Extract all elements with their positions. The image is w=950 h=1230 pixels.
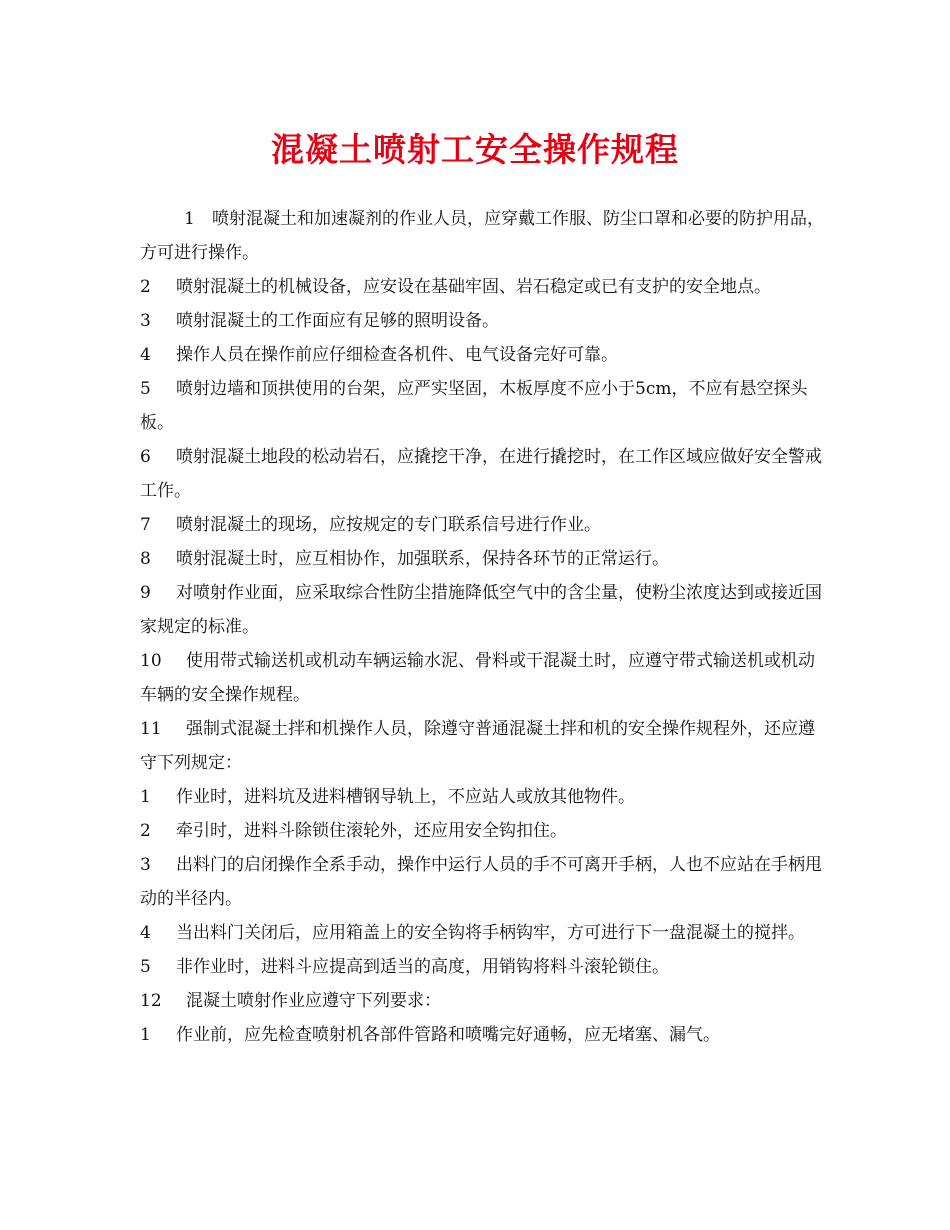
clause-text: 对喷射作业面，应采取综合性防尘措施降低空气中的含尘量，使粉尘浓度达到或接近国家规定的标准。 (140, 583, 822, 637)
clause-text: 喷射混凝土的工作面应有足够的照明设备。 (176, 311, 499, 331)
clause-number: 10 (140, 651, 162, 671)
clause-7 (140, 508, 830, 542)
clause-number: 4 (140, 923, 151, 943)
clause-number: 12 (140, 991, 162, 1011)
clause-text: 当出料门关闭后，应用箱盖上的安全钩将手柄钩牢，方可进行下一盘混凝土的搅拌。 (176, 923, 805, 943)
clause-5 (140, 372, 830, 440)
clause-8 (140, 542, 830, 576)
clause-number: 4 (140, 345, 151, 365)
clause-text: 操作人员在操作前应仔细检查各机件、电气设备完好可靠。 (176, 345, 618, 365)
clause-text: 作业时，进料坑及进料槽钢导轨上，不应站人或放其他物件。 (176, 787, 635, 807)
clause-11-item-5 (140, 950, 830, 984)
clause-number: 7 (140, 515, 151, 535)
clause-11-item-1 (140, 780, 830, 814)
clause-10 (140, 644, 830, 712)
clause-11-item-4 (140, 916, 830, 950)
clause-number: 8 (140, 549, 151, 569)
clause-12 (140, 984, 830, 1018)
clause-text: 强制式混凝土拌和机操作人员，除遵守普通混凝土拌和机的安全操作规程外，还应遵守下列规定： (140, 719, 815, 773)
clause-number: 3 (140, 311, 151, 331)
clause-text: 混凝土喷射作业应遵守下列要求： (186, 991, 441, 1011)
clause-text: 使用带式输送机或机动车辆运输水泥、骨料或干混凝土时，应遵守带式输送机或机动车辆的安全操作规程。 (140, 651, 815, 705)
clause-2 (140, 270, 830, 304)
clause-number: 5 (140, 379, 151, 399)
clause-number: 9 (140, 583, 151, 603)
clause-text: 喷射混凝土的机械设备，应安设在基础牢固、岩石稳定或已有支护的安全地点。 (176, 277, 771, 297)
clause-text: 非作业时，进料斗应提高到适当的高度，用销钩将料斗滚轮锁住。 (176, 957, 669, 977)
clause-number: 2 (140, 821, 151, 841)
clause-text: 喷射混凝土和加速凝剂的作业人员，应穿戴工作服、防尘口罩和必要的防护用品，方可进行操作。 (140, 209, 824, 263)
clause-11 (140, 712, 830, 780)
clause-text: 出料门的启闭操作全系手动，操作中运行人员的手不可离开手柄，人也不应站在手柄甩动的半径内。 (140, 855, 822, 909)
clause-number: 5 (140, 957, 151, 977)
clause-number: 6 (140, 447, 151, 467)
clause-12-item-1 (140, 1018, 830, 1052)
clause-11-item-2 (140, 814, 830, 848)
clause-text: 牵引时，进料斗除锁住滚轮外，还应用安全钩扣住。 (176, 821, 567, 841)
clause-4 (140, 338, 830, 372)
clause-number: 1 (140, 1025, 151, 1045)
document-body (140, 202, 830, 1052)
clause-text: 作业前，应先检查喷射机各部件管路和喷嘴完好通畅，应无堵塞、漏气。 (176, 1025, 720, 1045)
clause-number: 3 (140, 855, 151, 875)
clause-number: 2 (140, 277, 151, 297)
document-title: 混凝土喷射工安全操作规程 (271, 130, 679, 169)
clause-text: 喷射边墙和顶拱使用的台架，应严实坚固，木板厚度不应小于5cm，不应有悬空探头板。 (140, 379, 808, 433)
clause-text: 喷射混凝土地段的松动岩石，应撬挖干净，在进行撬挖时，在工作区域应做好安全警戒工作。 (140, 447, 822, 501)
clause-11-item-3 (140, 848, 830, 916)
clause-3 (140, 304, 830, 338)
clause-text: 喷射混凝土的现场，应按规定的专门联系信号进行作业。 (176, 515, 601, 535)
clause-text: 喷射混凝土时，应互相协作，加强联系，保持各环节的正常运行。 (176, 549, 669, 569)
clause-6 (140, 440, 830, 508)
clause-number: 1 (184, 209, 195, 229)
clause-number: 1 (140, 787, 151, 807)
clause-1 (140, 202, 830, 270)
clause-9 (140, 576, 830, 644)
clause-number: 11 (140, 719, 162, 739)
